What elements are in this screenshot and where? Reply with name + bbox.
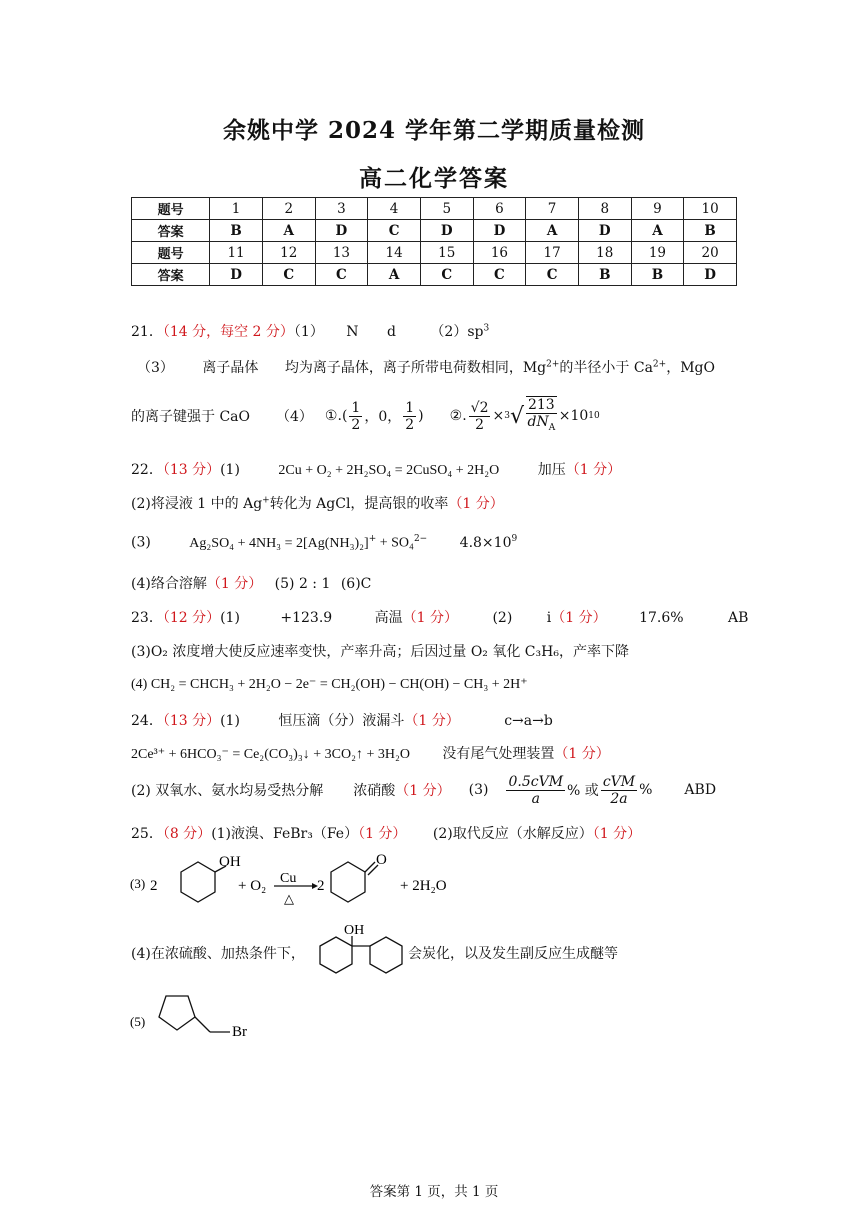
- cyclohexanone-ring: [331, 862, 365, 902]
- q23-line2: (3)O₂ 浓度增大使反应速率变快，产率升高；后因过量 O₂ 氧化 C₃H₆，产率下降: [131, 644, 629, 660]
- table-cell: 13: [315, 242, 368, 264]
- plus-o2: + O₂: [238, 878, 267, 894]
- answer-label: 答案: [132, 264, 210, 286]
- q25-line4a: (4)在浓硫酸、加热条件下，: [131, 946, 305, 962]
- table-cell: C: [368, 220, 421, 242]
- table-cell: 12: [262, 242, 315, 264]
- q21-line3: 的离子键强于 CaO （4） ①. ( $\frac{1}{2}$ ，0， $\frac{1}{2}$ ) ②. $\frac{√2}{2}$ × 3 √ $\frac{213}{dN_A}$ ×10 10: [131, 396, 600, 436]
- table-cell: 3: [315, 198, 368, 220]
- table-cell: A: [631, 220, 684, 242]
- table-cell: 5: [420, 198, 473, 220]
- table-cell: 11: [210, 242, 263, 264]
- q23-line3: (4) CH₂ = CHCH₃ + 2H₂O − 2e⁻ = CH₂(OH) − CH(OH) − CH₃ + 2H⁺: [131, 677, 528, 692]
- q22-equation: 2Cu + O₂ + 2H₂SO₄ = 2CuSO₄ + 2H₂O: [278, 463, 500, 478]
- q22-line1: 22．（13 分）(1) 2Cu + O₂ + 2H₂SO₄ = 2CuSO₄ + 2H₂O 加压（1 分）: [131, 462, 622, 478]
- q23-line1: 23．（12 分）(1) +123.9 高温（1 分） (2) i（1 分） 17.6% AB: [131, 610, 749, 626]
- table-cell: C: [315, 264, 368, 286]
- q25-line1: 25．（8 分）(1)液溴、FeBr₃（Fe）（1 分） (2)取代反应（水解反应）（1 分）: [131, 826, 642, 842]
- table-cell: B: [578, 264, 631, 286]
- table-cell: 1: [210, 198, 263, 220]
- q24-line3: (2) 双氧水、氨水均易受热分解 浓硝酸 （1 分） (3) $\frac{\text{0.5cVM}}{a}$ % 或 $\frac{\text{cVM}}{2a}$ % ABD: [131, 773, 717, 807]
- q22-line4: (4)络合溶解（1 分） (5) 2 : 1 (6)C: [131, 576, 372, 592]
- table-cell: 20: [684, 242, 737, 264]
- table-cell: B: [684, 220, 737, 242]
- o-label: O: [376, 852, 387, 868]
- table-cell: A: [262, 220, 315, 242]
- page-title: 余姚中学 2024 学年第二学期质量检测: [222, 117, 646, 144]
- q25-coef: 2: [150, 878, 158, 894]
- table-row: [132, 264, 737, 286]
- q24-line1: 24．（13 分）(1) 恒压滴（分）液漏斗（1 分） c→a→b: [131, 713, 553, 729]
- table-cell: 15: [420, 242, 473, 264]
- table-cell: 4: [368, 198, 421, 220]
- table-cell: D: [473, 220, 526, 242]
- table-cell: A: [526, 220, 579, 242]
- fraction: $\frac{213}{dN_A}$: [526, 396, 557, 436]
- q22-line3: (3) Ag₂SO₄ + 4NH₃ = 2[Ag(NH₃)₂]+ + SO₄$^{2-}$ $4.8\times 10^9$: [131, 534, 518, 551]
- table-cell: C: [262, 264, 315, 286]
- oh-label: OH: [344, 923, 365, 938]
- table-cell: 18: [578, 242, 631, 264]
- fraction: $\frac{1}{2}$: [351, 399, 361, 433]
- table-row: [132, 220, 737, 242]
- table-row: [132, 198, 737, 220]
- table-cell: 14: [368, 242, 421, 264]
- table-cell: 16: [473, 242, 526, 264]
- table-cell: C: [526, 264, 579, 286]
- catalyst-label: Cu: [280, 871, 297, 886]
- bicyclohexanol-structure: [316, 920, 412, 980]
- q22-line2: (2)将浸液 1 中的 Ag+转化为 AgCl，提高银的收率（1 分）: [131, 495, 504, 512]
- heat-label: △: [284, 891, 294, 906]
- table-cell: 8: [578, 198, 631, 220]
- product-coef: 2: [317, 878, 325, 894]
- fraction: $\frac{√2}{2}$: [470, 399, 489, 433]
- table-cell: C: [420, 264, 473, 286]
- fraction: $\frac{\text{0.5cVM}}{a}$: [508, 773, 564, 807]
- table-cell: 10: [684, 198, 737, 220]
- table-cell: D: [315, 220, 368, 242]
- bromomethylcyclopentane-structure: [128, 990, 268, 1050]
- table-cell: D: [684, 264, 737, 286]
- cyclohexanol-ring: [181, 862, 215, 902]
- table-cell: D: [578, 220, 631, 242]
- table-cell: D: [420, 220, 473, 242]
- header-label: 题号: [132, 242, 210, 264]
- q25-p5-label: (5): [130, 1014, 146, 1029]
- page-subtitle: 高二化学答案: [359, 165, 509, 192]
- table-cell: A: [368, 264, 421, 286]
- table-cell: 7: [526, 198, 579, 220]
- header-label: 题号: [132, 198, 210, 220]
- answer-table: [131, 197, 737, 286]
- oh-label: OH: [219, 854, 241, 870]
- water: + 2H₂O: [400, 878, 447, 894]
- fraction: $\frac{\text{cVM}}{2a}$: [602, 773, 636, 807]
- fraction: $\frac{1}{2}$: [405, 399, 415, 433]
- table-cell: 17: [526, 242, 579, 264]
- table-cell: C: [473, 264, 526, 286]
- table-cell: B: [210, 220, 263, 242]
- table-cell: B: [631, 264, 684, 286]
- br-label: Br: [232, 1024, 247, 1040]
- q25-p3-label: (3): [130, 876, 146, 891]
- answer-label: 答案: [132, 220, 210, 242]
- table-cell: 6: [473, 198, 526, 220]
- page-footer: 答案第 1 页，共 1 页: [369, 1184, 499, 1200]
- table-cell: 9: [631, 198, 684, 220]
- table-cell: 2: [262, 198, 315, 220]
- table-cell: 19: [631, 242, 684, 264]
- q25-line4b: 会炭化，以及发生副反应生成醚等: [408, 946, 618, 962]
- table-row: [132, 242, 737, 264]
- q21-line2: （3） 离子晶体 均为离子晶体，离子所带电荷数相同，$Mg^{2+}$的半径小于 $Ca^{2+}$，MgO: [137, 359, 715, 376]
- q21-score: （14 分，每空 2 分）: [162, 324, 294, 340]
- table-cell: D: [210, 264, 263, 286]
- q24-line2: 2Ce³⁺ + 6HCO₃⁻ = Ce₂(CO₃)₃↓ + 3CO₂↑ + 3H₂O 没有尾气处理装置（1 分）: [131, 746, 610, 762]
- q25-reaction-diagram: [128, 848, 468, 914]
- q21-line1: 21．（14 分，每空 2 分）（1） N d $(2)sp^3$: [131, 323, 490, 340]
